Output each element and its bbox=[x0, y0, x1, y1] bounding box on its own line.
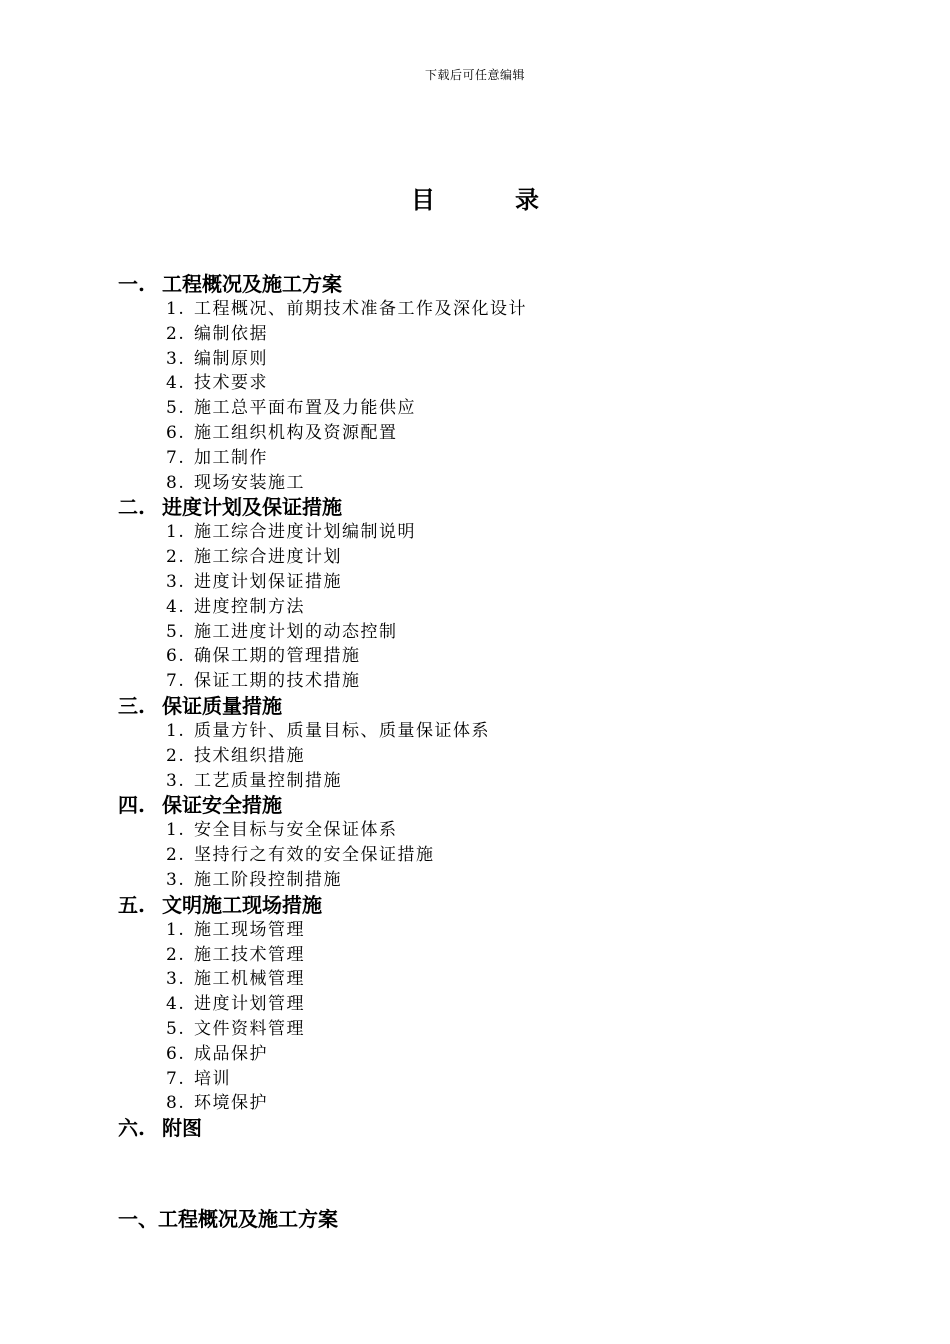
toc-item bbox=[118, 1042, 878, 1067]
toc-item-number: 2. bbox=[166, 323, 186, 344]
table-of-contents bbox=[118, 272, 878, 1141]
toc-section-title: 文明施工现场措施 bbox=[162, 892, 322, 917]
toc-item-text: 施工机械管理 bbox=[194, 969, 305, 990]
toc-item bbox=[118, 347, 878, 372]
toc-item bbox=[118, 595, 878, 620]
body-section-heading: 一、工程概况及施工方案 bbox=[118, 1207, 338, 1231]
toc-item-text: 培训 bbox=[194, 1068, 231, 1089]
toc-item-number: 8. bbox=[166, 472, 186, 493]
toc-item-number: 7. bbox=[166, 447, 186, 468]
toc-item-number: 6. bbox=[166, 422, 186, 443]
toc-item-text: 加工制作 bbox=[194, 447, 268, 468]
toc-section-heading bbox=[118, 893, 878, 918]
toc-item-number: 2. bbox=[166, 944, 186, 965]
toc-item-number: 4. bbox=[166, 373, 186, 394]
toc-item-number: 3. bbox=[166, 770, 186, 791]
toc-item-text: 工程概况、前期技术准备工作及深化设计 bbox=[194, 299, 527, 319]
toc-item bbox=[118, 943, 878, 968]
toc-item-text: 技术组织措施 bbox=[194, 745, 305, 766]
toc-item-number: 5. bbox=[166, 398, 186, 419]
toc-item-text: 施工组织机构及资源配置 bbox=[194, 422, 398, 443]
toc-item bbox=[118, 843, 878, 868]
toc-item-text: 编制依据 bbox=[194, 323, 268, 344]
toc-item-number: 1. bbox=[166, 522, 186, 543]
toc-item-text: 文件资料管理 bbox=[194, 1018, 305, 1039]
toc-item-text: 施工技术管理 bbox=[194, 944, 305, 965]
toc-item-number: 6. bbox=[166, 646, 186, 667]
toc-item-number: 3. bbox=[166, 969, 186, 990]
toc-item bbox=[118, 297, 878, 322]
toc-section-number: 四. bbox=[118, 793, 145, 818]
toc-item bbox=[118, 644, 878, 669]
toc-item-text: 施工综合进度计划 bbox=[194, 547, 342, 568]
toc-item-number: 4. bbox=[166, 994, 186, 1015]
toc-item bbox=[118, 719, 878, 744]
toc-item bbox=[118, 918, 878, 943]
toc-section-title: 附图 bbox=[162, 1116, 202, 1141]
toc-section-number: 五. bbox=[118, 892, 145, 917]
toc-item bbox=[118, 967, 878, 992]
toc-item-text: 施工总平面布置及力能供应 bbox=[194, 398, 416, 419]
toc-item-number: 2. bbox=[166, 845, 186, 866]
toc-item-number: 3. bbox=[166, 869, 186, 890]
toc-item bbox=[118, 669, 878, 694]
toc-item-text: 进度控制方法 bbox=[194, 596, 305, 617]
toc-item-text: 环境保护 bbox=[194, 1093, 268, 1114]
toc-item-text: 确保工期的管理措施 bbox=[194, 646, 361, 667]
toc-title bbox=[0, 180, 950, 215]
toc-title-char-1: 目 bbox=[411, 185, 435, 214]
toc-section-title: 工程概况及施工方案 bbox=[162, 272, 342, 296]
toc-item-text: 保证工期的技术措施 bbox=[194, 671, 361, 692]
toc-section-heading bbox=[118, 495, 878, 520]
toc-section-number: 一. bbox=[118, 272, 145, 296]
toc-section-number: 三. bbox=[118, 693, 145, 718]
toc-item bbox=[118, 992, 878, 1017]
toc-item bbox=[118, 1067, 878, 1092]
toc-item-number: 7. bbox=[166, 1068, 186, 1089]
toc-item-text: 进度计划管理 bbox=[194, 994, 305, 1015]
toc-section-title: 保证质量措施 bbox=[162, 693, 282, 718]
toc-item bbox=[118, 322, 878, 347]
toc-section-title: 保证安全措施 bbox=[162, 793, 282, 818]
toc-item bbox=[118, 446, 878, 471]
toc-section-heading bbox=[118, 694, 878, 719]
toc-section-number: 二. bbox=[118, 495, 145, 520]
toc-item-text: 施工综合进度计划编制说明 bbox=[194, 522, 416, 543]
toc-item bbox=[118, 545, 878, 570]
toc-item bbox=[118, 570, 878, 595]
toc-item-number: 6. bbox=[166, 1043, 186, 1064]
toc-item bbox=[118, 1017, 878, 1042]
toc-item-number: 1. bbox=[166, 820, 186, 841]
toc-item-number: 1. bbox=[166, 919, 186, 940]
toc-item bbox=[118, 396, 878, 421]
toc-item-text: 坚持行之有效的安全保证措施 bbox=[194, 845, 435, 866]
toc-item-number: 2. bbox=[166, 745, 186, 766]
toc-section-heading bbox=[118, 1116, 878, 1141]
toc-item-text: 工艺质量控制措施 bbox=[194, 770, 342, 791]
toc-item-text: 现场安装施工 bbox=[194, 472, 305, 493]
toc-item-text: 质量方针、质量目标、质量保证体系 bbox=[194, 720, 490, 741]
toc-item bbox=[118, 868, 878, 893]
toc-item bbox=[118, 769, 878, 794]
toc-item-text: 成品保护 bbox=[194, 1043, 268, 1064]
page-header-note: 下载后可任意编辑 bbox=[424, 68, 525, 82]
toc-item-number: 3. bbox=[166, 348, 186, 369]
toc-item-number: 4. bbox=[166, 596, 186, 617]
toc-item bbox=[118, 620, 878, 645]
toc-item-text: 安全目标与安全保证体系 bbox=[194, 820, 398, 841]
toc-item bbox=[118, 520, 878, 545]
toc-section-number: 六. bbox=[118, 1116, 145, 1141]
toc-item-text: 施工阶段控制措施 bbox=[194, 869, 342, 890]
toc-section-title: 进度计划及保证措施 bbox=[162, 495, 342, 520]
toc-item-number: 2. bbox=[166, 547, 186, 568]
toc-item bbox=[118, 421, 878, 446]
toc-item-text: 施工现场管理 bbox=[194, 919, 305, 940]
toc-item-number: 8. bbox=[166, 1093, 186, 1114]
toc-section-heading bbox=[118, 793, 878, 818]
toc-item bbox=[118, 818, 878, 843]
toc-item bbox=[118, 471, 878, 496]
toc-item-number: 1. bbox=[166, 720, 186, 741]
toc-item bbox=[118, 371, 878, 396]
toc-item-text: 编制原则 bbox=[194, 348, 268, 369]
toc-item bbox=[118, 744, 878, 769]
toc-item-text: 施工进度计划的动态控制 bbox=[194, 621, 398, 642]
toc-title-char-2: 录 bbox=[515, 185, 539, 214]
toc-item-number: 5. bbox=[166, 621, 186, 642]
toc-item-text: 进度计划保证措施 bbox=[194, 571, 342, 592]
toc-item-number: 3. bbox=[166, 571, 186, 592]
toc-item-number: 5. bbox=[166, 1018, 186, 1039]
toc-item bbox=[118, 1091, 878, 1116]
toc-section-heading bbox=[118, 272, 878, 297]
toc-item-text: 技术要求 bbox=[194, 373, 268, 394]
toc-item-number: 1. bbox=[166, 299, 186, 319]
toc-item-number: 7. bbox=[166, 671, 186, 692]
